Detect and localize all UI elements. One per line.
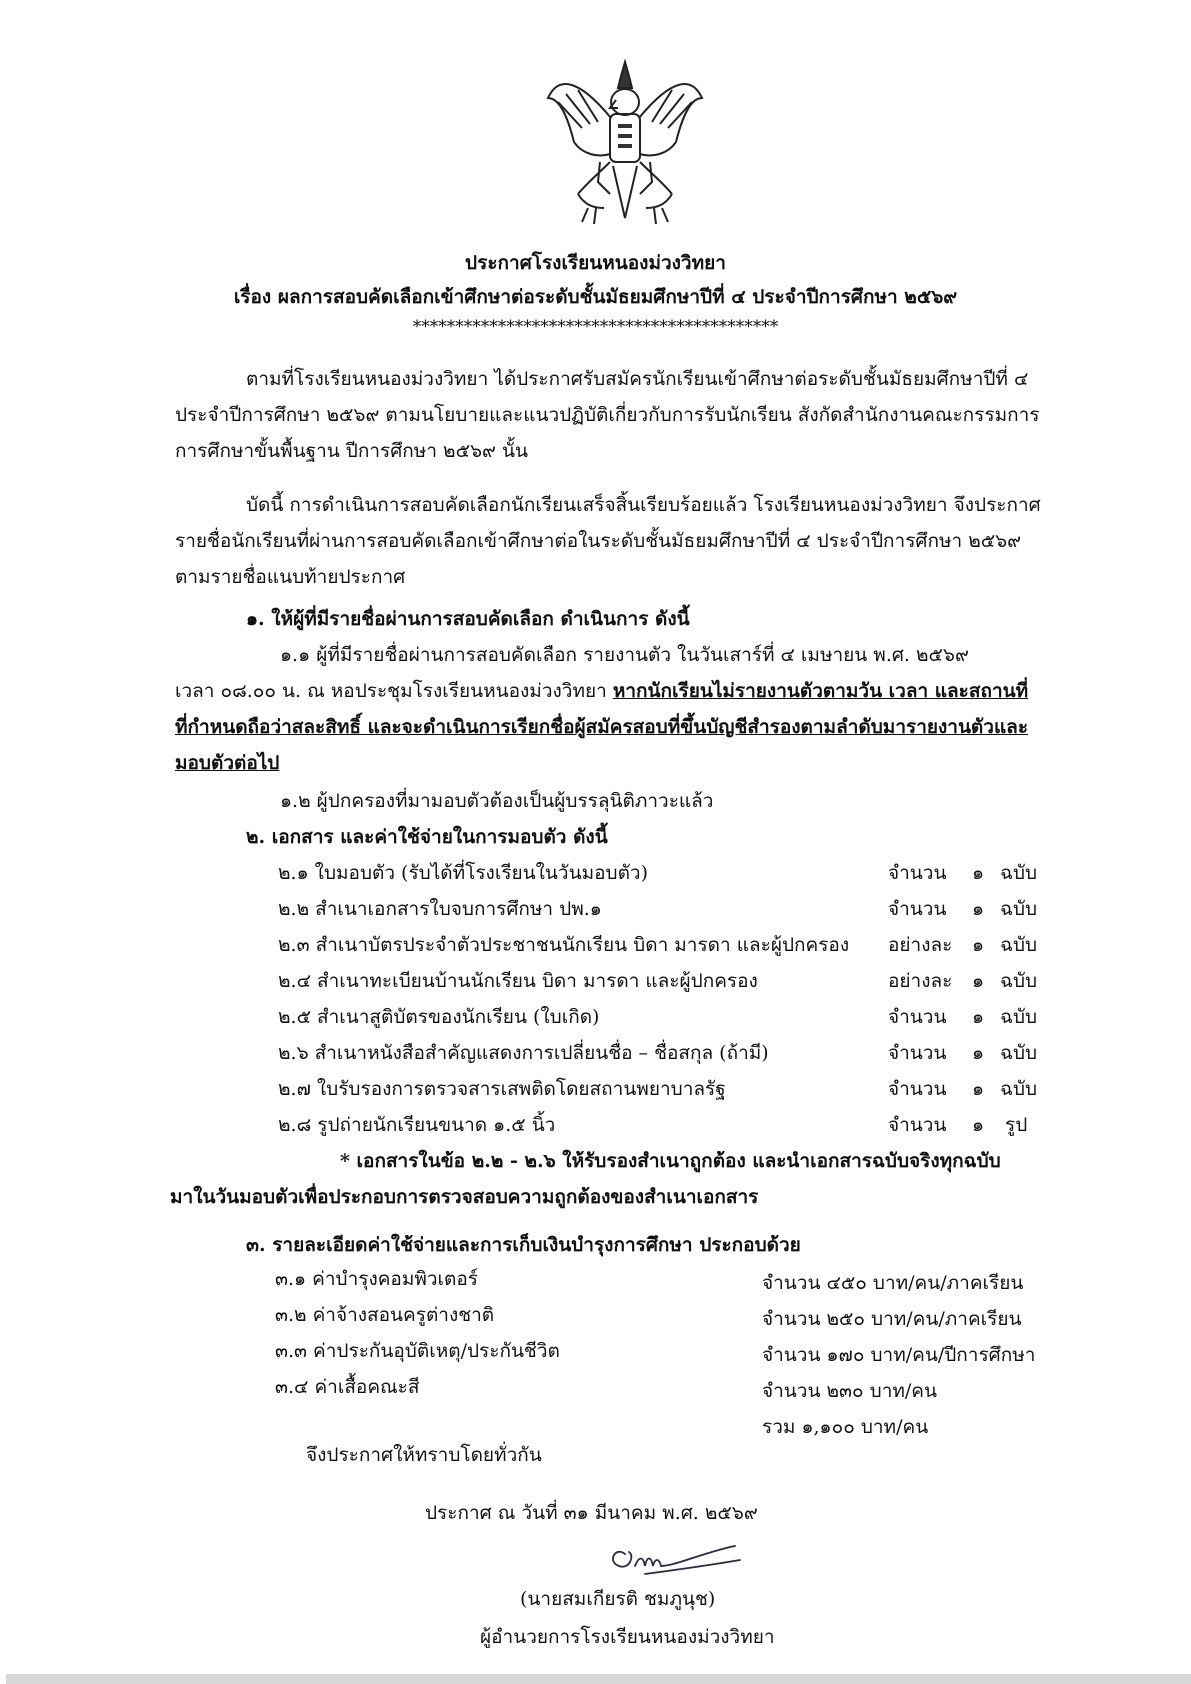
doc-item-qty-word: จำนวน xyxy=(888,1078,947,1100)
doc-item-qty-word: อย่างละ xyxy=(888,934,953,956)
doc-item-label: ๒.๓ สำเนาบัตรประจำตัวประชาชนนักเรียน บิดา มารดา และผู้ปกครอง xyxy=(278,934,850,956)
fee-item-label: ๓.๑ ค่าบำรุงคอมพิวเตอร์ xyxy=(275,1268,479,1290)
doc-item-num: ๑ xyxy=(972,1042,985,1064)
doc-item-unit: รูป xyxy=(1005,1114,1028,1136)
doc-item-unit: ฉบับ xyxy=(1000,1078,1038,1100)
doc-item-num: ๑ xyxy=(972,1078,985,1100)
doc-item-unit: ฉบับ xyxy=(1000,862,1038,884)
section1-item1-warning-b: ที่กำหนดถือว่าสละสิทธิ์ และจะดำเนินการเรียกชื่อผู้สมัครสอบที่ขึ้นบัญชีสำรองตามลำดับมารายงานตัวและ xyxy=(175,716,1029,738)
section1-item1-plain: เวลา ๐๘.๐๐ น. ณ หอประชุมโรงเรียนหนองม่วงวิทยา xyxy=(175,680,613,702)
section3-heading: ๓. รายละเอียดค่าใช้จ่ายและการเก็บเงินบำรุงการศึกษา ประกอบด้วย xyxy=(246,1234,801,1256)
fee-item-value: จำนวน ๒๓๐ บาท/คน xyxy=(762,1380,937,1402)
intro-p2-line2: รายชื่อนักเรียนที่ผ่านการสอบคัดเลือกเข้าศึกษาต่อในระดับชั้นมัธยมศึกษาปีที่ ๔ ประจำปีการศึกษา ๒๕๖๙ xyxy=(175,530,1022,552)
intro-p1-line2: ประจำปีการศึกษา ๒๕๖๙ ตามนโยบายและแนวปฏิบัติเกี่ยวกับการรับนักเรียน สังกัดสำนักงานคณะกรรมการ xyxy=(175,404,1040,426)
doc-item-qty-word: จำนวน xyxy=(888,1042,947,1064)
doc-item-qty-word: จำนวน xyxy=(888,862,947,884)
doc-item-num: ๑ xyxy=(972,898,985,920)
doc-item-qty-word: จำนวน xyxy=(888,898,947,920)
doc-item-label: ๒.๕ สำเนาสูติบัตรของนักเรียน (ใบเกิด) xyxy=(278,1006,600,1028)
intro-p1-line1: ตามที่โรงเรียนหนองม่วงวิทยา ได้ประกาศรับสมัครนักเรียนเข้าศึกษาต่อระดับชั้นมัธยมศึกษาปีที่ ๔ xyxy=(246,368,1029,390)
fee-item-value: จำนวน ๔๕๐ บาท/คน/ภาคเรียน xyxy=(762,1272,1024,1294)
section1-item1-warning-a: หากนักเรียนไม่รายงานตัวตามวัน เวลา และสถานที่ xyxy=(612,680,1029,702)
section1-item1-warning-c: มอบตัวต่อไป xyxy=(175,752,280,774)
doc-item-unit: ฉบับ xyxy=(1000,1006,1038,1028)
intro-p2-line1: บัดนี้ การดำเนินการสอบคัดเลือกนักเรียนเสร็จสิ้นเรียบร้อยแล้ว โรงเรียนหนองม่วงวิทยา จึงประกาศ xyxy=(246,494,1041,516)
signer-name: (นายสมเกียรติ ชมภูนุช) xyxy=(520,1588,716,1610)
document-title: ประกาศโรงเรียนหนองม่วงวิทยา xyxy=(465,252,726,274)
section1-heading: ๑. ให้ผู้ที่มีรายชื่อผ่านการสอบคัดเลือก ดำเนินการ ดังนี้ xyxy=(246,608,690,630)
document-subject: เรื่อง ผลการสอบคัดเลือกเข้าศึกษาต่อระดับชั้นมัธยมศึกษาปีที่ ๔ ประจำปีการศึกษา ๒๕๖๙ xyxy=(233,286,958,308)
doc-item-qty-word: จำนวน xyxy=(888,1114,947,1136)
doc-item-unit: ฉบับ xyxy=(1000,970,1038,992)
fee-item-value: จำนวน ๑๗๐ บาท/คน/ปีการศึกษา xyxy=(762,1344,1036,1366)
garuda-emblem-icon xyxy=(538,58,713,226)
signer-title: ผู้อำนวยการโรงเรียนหนองม่วงวิทยา xyxy=(480,1626,775,1648)
scan-edge-shadow xyxy=(6,1674,1191,1684)
doc-item-label: ๒.๒ สำเนาเอกสารใบจบการศึกษา ปพ.๑ xyxy=(278,898,602,920)
doc-item-qty-word: จำนวน xyxy=(888,1006,947,1028)
doc-item-num: ๑ xyxy=(972,862,985,884)
fee-item-label: ๓.๔ ค่าเสื้อคณะสี xyxy=(275,1376,420,1398)
fee-item-value: จำนวน ๒๕๐ บาท/คน/ภาคเรียน xyxy=(762,1308,1022,1330)
doc-item-label: ๒.๗ ใบรับรองการตรวจสารเสพติดโดยสถานพยาบาลรัฐ xyxy=(278,1078,726,1100)
section2-note-line2: มาในวันมอบตัวเพื่อประกอบการตรวจสอบความถูกต้องของสำเนาเอกสาร xyxy=(170,1186,759,1208)
signature-image xyxy=(605,1536,750,1586)
doc-item-label: ๒.๔ สำเนาทะเบียนบ้านนักเรียน บิดา มารดา และผู้ปกครอง xyxy=(278,970,758,992)
doc-item-unit: ฉบับ xyxy=(1000,1042,1038,1064)
section1-item2: ๑.๒ ผู้ปกครองที่มามอบตัวต้องเป็นผู้บรรลุนิติภาวะแล้ว xyxy=(280,790,714,812)
section1-item1-line1: ๑.๑ ผู้ที่มีรายชื่อผ่านการสอบคัดเลือก รายงานตัว ในวันเสาร์ที่ ๔ เมษายน พ.ศ. ๒๕๖๙ xyxy=(280,644,969,666)
doc-item-label: ๒.๑ ใบมอบตัว (รับได้ที่โรงเรียนในวันมอบตัว) xyxy=(278,862,648,884)
closing-announce: จึงประกาศให้ทราบโดยทั่วกัน xyxy=(306,1444,542,1466)
fee-item-label: ๓.๒ ค่าจ้างสอนครูต่างชาติ xyxy=(275,1304,495,1326)
doc-item-qty-word: อย่างละ xyxy=(888,970,953,992)
doc-item-unit: ฉบับ xyxy=(1000,934,1038,956)
fee-total: รวม ๑,๑๐๐ บาท/คน xyxy=(762,1416,929,1438)
stars-divider: ******************************************* xyxy=(412,317,779,337)
section2-heading: ๒. เอกสาร และค่าใช้จ่ายในการมอบตัว ดังนี้ xyxy=(246,826,608,848)
doc-item-label: ๒.๖ สำเนาหนังสือสำคัญแสดงการเปลี่ยนชื่อ – ชื่อสกุล (ถ้ามี) xyxy=(278,1042,769,1064)
section1-item1-line2 xyxy=(175,676,1028,706)
doc-item-num: ๑ xyxy=(972,970,985,992)
doc-item-num: ๑ xyxy=(972,1114,985,1136)
doc-item-label: ๒.๘ รูปถ่ายนักเรียนขนาด ๑.๕ นิ้ว xyxy=(278,1114,556,1136)
intro-p2-line3: ตามรายชื่อแนบท้ายประกาศ xyxy=(175,566,406,588)
doc-item-num: ๑ xyxy=(972,1006,985,1028)
doc-item-num: ๑ xyxy=(972,934,985,956)
closing-date: ประกาศ ณ วันที่ ๓๑ มีนาคม พ.ศ. ๒๕๖๙ xyxy=(425,1502,758,1524)
section2-note-line1: * เอกสารในข้อ ๒.๒ - ๒.๖ ให้รับรองสำเนาถูกต้อง และนำเอกสารฉบับจริงทุกฉบับ xyxy=(340,1150,1001,1172)
fee-item-label: ๓.๓ ค่าประกันอุบัติเหตุ/ประกันชีวิต xyxy=(275,1340,560,1362)
intro-p1-line3: การศึกษาขั้นพื้นฐาน ปีการศึกษา ๒๕๖๙ นั้น xyxy=(175,440,528,462)
doc-item-unit: ฉบับ xyxy=(1000,898,1038,920)
